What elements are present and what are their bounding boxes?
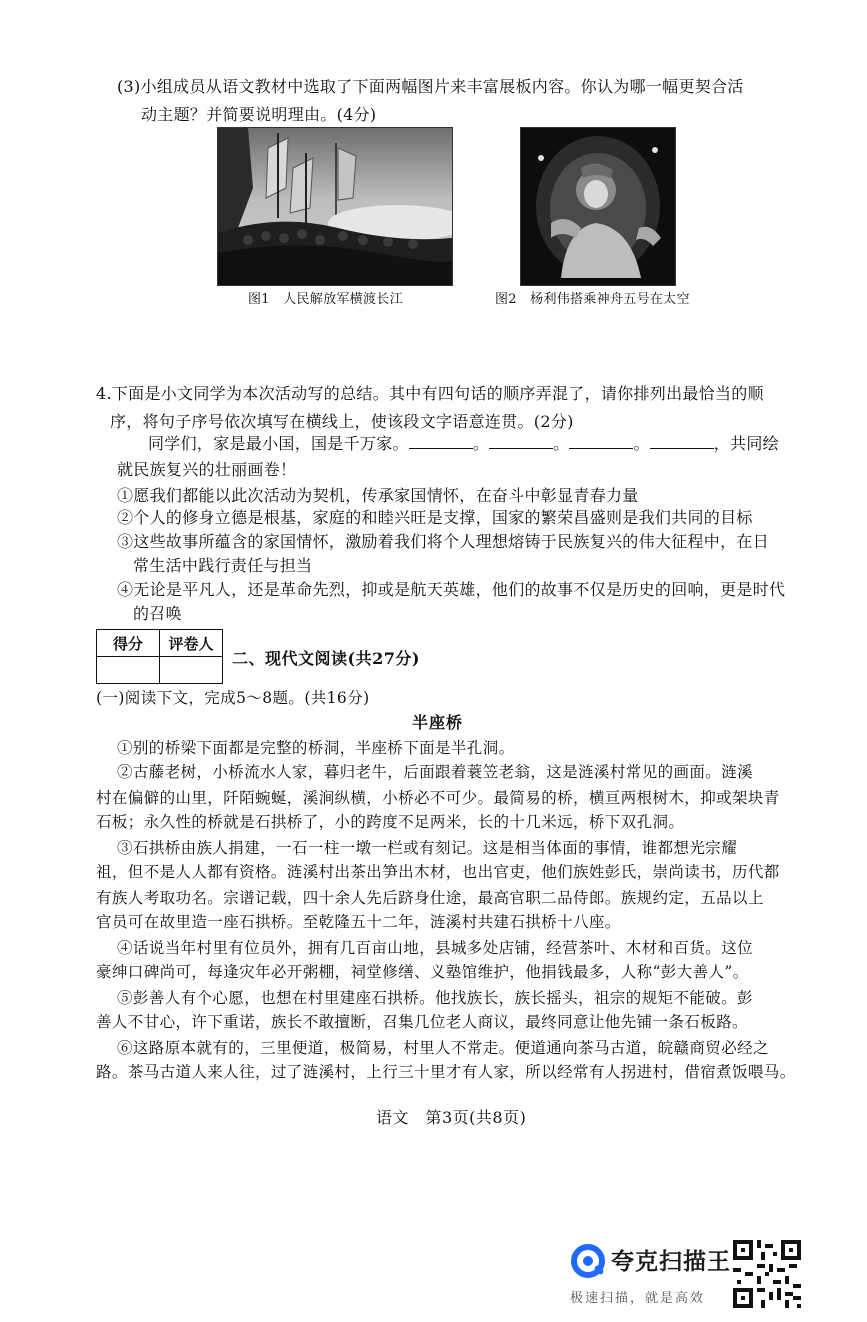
paragraph-3b: 祖，但不是人人都有资格。涟溪村出茶出笋出木材，也出官吏，他们族姓彭氏，崇尚读书，历代都	[96, 863, 780, 881]
qr-code-icon	[733, 1240, 801, 1308]
q4-sep-1: 。	[472, 434, 490, 453]
paragraph-5b: 善人不甘心，许下重诺，族长不敢擅断，召集几位老人商议，最终同意让他先铺一条石板路。	[96, 1013, 748, 1031]
paragraph-2c: 石板；永久性的桥就是石拱桥了，小的跨度不足两米，长的十几米远，桥下双孔洞。	[96, 813, 685, 831]
paragraph-3c: 有族人考取功名。宗谱记载，四十余人先后跻身仕途，最高官职二品侍郎。族规约定，五品以上	[96, 889, 764, 907]
section-sub: (一)阅读下文，完成5～8题。(共16分)	[96, 689, 370, 707]
section-title: 二、现代文阅读(共27分)	[232, 649, 420, 668]
scanner-logo-icon	[568, 1241, 608, 1281]
paragraph-4b: 豪绅口碑尚可，每逢灾年必开粥棚，祠堂修缮、义塾馆维护，他捐钱最多，人称“彭大善人”。	[96, 963, 749, 981]
scanner-slogan: 极速扫描，就是高效	[570, 1291, 706, 1306]
answer-blank-2[interactable]	[489, 432, 553, 449]
answer-blank-3[interactable]	[569, 432, 633, 449]
score-box	[96, 629, 223, 684]
q3-line1: (3)小组成员从语文教材中选取了下面两幅图片来丰富展板内容。你认为哪一幅更契合活	[117, 77, 744, 96]
paragraph-6a: ⑥这路原本就有的，三里便道，极简易，村里人不常走。便道通向茶马古道，皖赣商贸必经之	[117, 1039, 769, 1057]
figure-2-photo	[520, 127, 676, 286]
answer-blank-4[interactable]	[650, 432, 714, 449]
paragraph-2a: ②古藤老树，小桥流水人家，暮归老牛，后面跟着蓑笠老翁，这是涟溪村常见的画面。涟溪	[117, 763, 754, 781]
figure-1-caption: 图1 人民解放军横渡长江	[248, 292, 403, 307]
q4-passage-end-line: 就民族复兴的壮丽画卷！	[117, 460, 297, 479]
q4-passage	[148, 430, 779, 458]
q4-option-1: ①愿我们都能以此次活动为契机，传承家国情怀，在奋斗中彰显青春力量	[117, 486, 639, 505]
article-title: 半座桥	[412, 713, 464, 732]
q4-sep-2: 。	[553, 434, 570, 453]
q3-line2: 动主题？并简要说明理由。(4分)	[141, 105, 377, 124]
paragraph-3d: 官员可在故里造一座石拱桥。至乾隆五十二年，涟溪村共建石拱桥十八座。	[96, 913, 621, 931]
paragraph-6b: 路。茶马古道人来人往，过了涟溪村，上行三十里才有人家，所以经常有人拐进村，借宿煮饭喂马。	[96, 1063, 796, 1081]
paragraph-2b: 村在偏僻的山里，阡陌蜿蜒，溪涧纵横，小桥必不可少。最简易的桥，横亘两根树木，抑或架块青	[96, 789, 780, 807]
paragraph-5a: ⑤彭善人有个心愿，也想在村里建座石拱桥。他找族长，族长摇头，祖宗的规矩不能破。彭	[117, 989, 754, 1007]
q4-option-4a: ④无论是平凡人，还是革命先烈，抑或是航天英雄，他们的故事不仅是历史的回响，更是时代	[117, 580, 786, 599]
paragraph-1: ①别的桥梁下面都是完整的桥洞，半座桥下面是半孔洞。	[117, 739, 515, 757]
page-footer: 语文 第3页(共8页)	[376, 1108, 527, 1127]
q4-line1: 4.下面是小文同学为本次活动写的总结。其中有四句话的顺序弄混了，请你排列出最恰当的顺	[96, 384, 764, 403]
grader-cell[interactable]	[160, 657, 223, 684]
paragraph-3a: ③石拱桥由族人捐建，一石一柱一墩一栏或有刻记。这是相当体面的事情，谁都想光宗耀	[117, 839, 738, 857]
score-label: 得分	[97, 630, 160, 657]
q4-sep-3: 。	[633, 434, 650, 453]
q4-passage-end: ，共同绘	[713, 434, 779, 453]
paragraph-4a: ④话说当年村里有位员外，拥有几百亩山地，县城多处店铺，经营茶叶、木材和百货。这位	[117, 939, 754, 957]
q4-line2: 序，将句子序号依次填写在横线上，使该段文字语意连贯。(2分)	[110, 412, 574, 431]
score-cell[interactable]	[97, 657, 160, 684]
figure-2-caption: 图2 杨利伟搭乘神舟五号在太空	[495, 292, 690, 307]
q4-passage-start: 同学们，家是最小国，国是千万家。	[148, 434, 409, 453]
answer-blank-1[interactable]	[409, 432, 473, 449]
figure-1-photo	[217, 127, 453, 286]
scanner-brand: 夸克扫描王	[611, 1249, 731, 1275]
q4-option-3a: ③这些故事所蕴含的家国情怀，激励着我们将个人理想熔铸于民族复兴的伟大征程中，在日	[117, 532, 770, 551]
q4-option-3b: 常生活中践行责任与担当	[133, 556, 313, 575]
grader-label: 评卷人	[160, 630, 223, 657]
q4-option-4b: 的召唤	[133, 604, 182, 623]
q4-option-2: ②个人的修身立德是根基，家庭的和睦兴旺是支撑，国家的繁荣昌盛则是我们共同的目标	[117, 508, 753, 527]
